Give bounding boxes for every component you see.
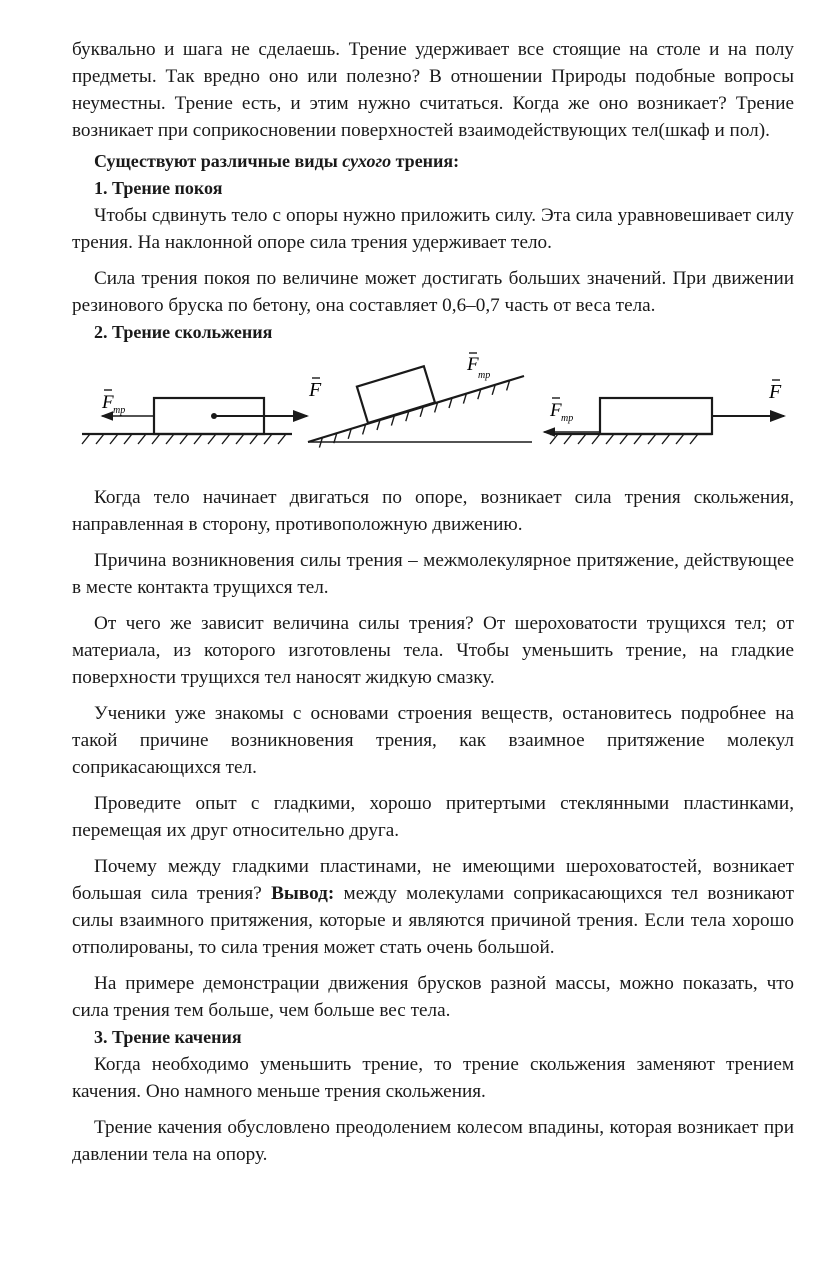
paragraph-sliding-2: Причина возникновения силы трения – межмолекулярное притяжение, действующее в месте контакта трущихся тел. [72, 550, 794, 598]
paragraph-sliding-1: Когда тело начинает двигаться по опоре, возникает сила трения скольжения, направленная в сторону, противоположную движению. [72, 487, 794, 535]
force-label-1: F [309, 379, 322, 401]
heading-rolling-friction: 3. Трение качения [94, 1027, 242, 1047]
conclusion-label: Вывод: [271, 883, 335, 904]
surface-hatching-1 [82, 434, 286, 444]
friction-diagram-svg [72, 350, 794, 478]
heading-types-part2: трения: [391, 151, 460, 171]
page [72, 36, 794, 1168]
paragraph-static-2: Сила трения покоя по величине может достигать больших значений. При движении резинового бруска по бетону, она составляет 0,6–0,7 часть от веса тела. [72, 268, 794, 316]
conclusion-text: между молекулами соприкасающихся тел возникают силы взаимного притяжения, которые и являются причиной трения. Если тела хорошо отполированы, то сила трения может стать очень большой. [72, 883, 795, 958]
paragraph-sliding-3: От чего же зависит величина силы трения? От шероховатости трущихся тел; от материала, из которого изготовлены тела. Чтобы уменьшить трение, на гладкие поверхности трущихся тел наносят жидкую смазку. [72, 613, 794, 688]
heading-types-part1: Существуют различные виды [94, 151, 343, 171]
surface-hatching-3 [550, 434, 698, 444]
heading-types [72, 148, 794, 175]
block-3 [600, 398, 712, 434]
panel-1-horizontal [82, 378, 322, 444]
paragraph-sliding-7: На примере демонстрации движения брусков разной массы, можно показать, что сила трения тем больше, чем больше вес тела. [72, 973, 794, 1021]
panel-3-horizontal [544, 380, 784, 444]
friction-label-2: F [467, 354, 479, 375]
paragraph-sliding-4: Ученики уже знакомы с основами строения веществ, остановитесь подробнее на такой причине возникновения трения, как взаимное притяжение молекул соприкасающихся тел. [72, 703, 794, 778]
heading-types-emphasis: сухого [342, 151, 392, 171]
incline-hatching [319, 380, 509, 447]
paragraph-intro: буквально и шага не сделаешь. Трение удерживает все стоящие на столе и на полу предметы. Так вредно оно или полезно? В отношении Природы подобные вопросы неуместны. Трение есть, и этим нужно считаться. Когда же оно возникает? Трение возникает при соприкосновении поверхностей взаимодействующих тел(шкаф и пол). [72, 39, 794, 141]
paragraph-rolling-2: Трение качения обусловлено преодолением колесом впадины, которая возникает при давлении тела на опору. [72, 1117, 794, 1165]
paragraph-sliding-5: Проведите опыт с гладкими, хорошо притертыми стеклянными пластинками, перемещая их друг относительно друга. [72, 793, 794, 841]
heading-static-friction: 1. Трение покоя [94, 178, 223, 198]
friction-diagram [72, 350, 794, 478]
friction-label-3: F [550, 400, 562, 421]
paragraph-rolling-1: Когда необходимо уменьшить трение, то трение скольжения заменяют трением качения. Оно намного меньше трения скольжения. [72, 1054, 794, 1102]
friction-label-1: F [102, 392, 114, 413]
paragraph-conclusion [72, 853, 794, 961]
friction-sub-2: тр [478, 370, 491, 381]
friction-sub-1: тр [113, 405, 126, 416]
friction-sub-3: тр [561, 413, 574, 424]
heading-sliding-friction: 2. Трение скольжения [94, 322, 273, 342]
conclusion-question: Почему между гладкими пластинами, не имеющими шероховатостей, возникает большая сила трения? [72, 856, 794, 904]
panel-2-incline [308, 353, 532, 448]
paragraph-static-1: Чтобы сдвинуть тело с опоры нужно приложить силу. Эта сила уравновешивает силу трения. На наклонной опоре сила трения удерживает тело. [72, 205, 794, 253]
force-label-3: F [769, 381, 782, 403]
block-2 [357, 366, 435, 423]
